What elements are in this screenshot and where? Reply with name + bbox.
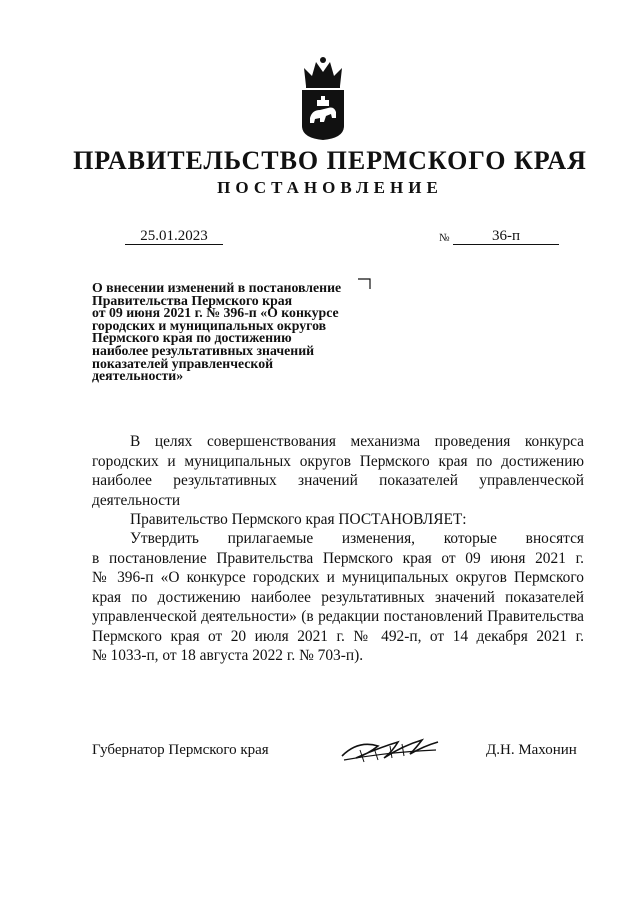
paragraph-line: Пермского края от 20 июля 2021 г. № 492-п, от 14 декабря 2021 г. bbox=[92, 627, 584, 645]
signatory-name: Д.Н. Махонин bbox=[486, 742, 577, 758]
corner-bracket-mark bbox=[357, 278, 371, 290]
paragraph-line: В целях совершенствования механизма проведения конкурса bbox=[130, 433, 584, 450]
number-sign: № bbox=[439, 232, 450, 244]
paragraph-preamble bbox=[92, 432, 584, 510]
paragraph-resolves bbox=[92, 510, 584, 530]
signatory-position: Губернатор Пермского края bbox=[92, 742, 269, 758]
paragraph-approve bbox=[92, 529, 584, 666]
paragraph-line: № 1033-п, от 18 августа 2022 г. № 703-п). bbox=[92, 647, 364, 664]
paragraph-line: наиболее результативных значений показателей управленческой bbox=[92, 472, 584, 489]
subject-line: деятельности» bbox=[92, 368, 184, 384]
subject-line: городских и муниципальных округов bbox=[92, 317, 327, 333]
decree-date: 25.01.2023 bbox=[125, 228, 223, 245]
subject-line: показателей управленческой bbox=[92, 355, 274, 371]
government-title: ПРАВИТЕЛЬСТВО ПЕРМСКОГО КРАЯ bbox=[73, 146, 587, 175]
subject-line: Пермского края по достижению bbox=[92, 330, 292, 346]
handwritten-signature bbox=[338, 728, 442, 768]
paragraph-line: № 396-п «О конкурсе городских и муниципальных округов Пермского bbox=[92, 569, 584, 586]
paragraph-line: в постановление Правительства Пермского края от 09 июня 2021 г. bbox=[92, 549, 584, 567]
decree-number: 36-п bbox=[453, 228, 559, 245]
subject-line: от 09 июня 2021 г. № 396-п «О конкурсе bbox=[92, 305, 339, 321]
subject-line: Правительства Пермского края bbox=[92, 292, 293, 308]
paragraph-line: городских и муниципальных округов Пермского края по достижению bbox=[92, 452, 584, 470]
document-type: ПОСТАНОВЛЕНИЕ bbox=[217, 178, 443, 197]
paragraph-line: края по достижению наиболее результативных значений показателей bbox=[92, 588, 584, 606]
paragraph-line: Утвердить прилагаемые изменения, которые вносятся bbox=[130, 530, 584, 547]
paragraph-line: управленческой деятельности» (в редакции постановлений Правительства bbox=[92, 608, 584, 625]
coat-of-arms-icon bbox=[298, 56, 348, 140]
subject-line: О внесении изменений в постановление bbox=[92, 280, 342, 295]
paragraph-line: деятельности bbox=[92, 491, 181, 509]
subject-line: наиболее результативных значений bbox=[92, 342, 315, 358]
paragraph-line: Правительство Пермского края ПОСТАНОВЛЯЕТ: bbox=[130, 511, 467, 528]
decree-subject bbox=[92, 282, 377, 383]
